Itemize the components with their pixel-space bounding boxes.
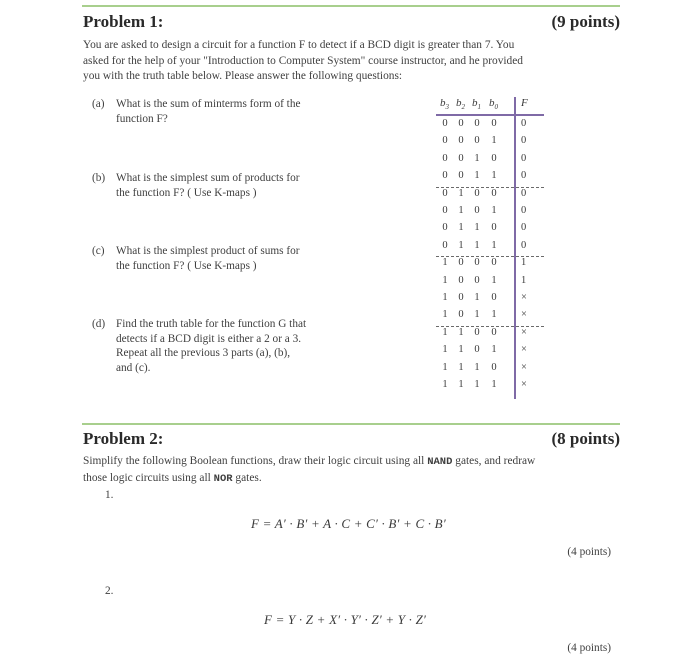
item-number: 2. [105, 585, 114, 597]
table-cell: 1 [458, 361, 464, 373]
nor-keyword: NOR [213, 472, 233, 485]
truth-table [436, 97, 546, 399]
table-cell-output: 0 [521, 152, 527, 164]
item-points: (4 points) [567, 642, 611, 654]
table-cell: 1 [491, 205, 497, 216]
table-cell: 0 [458, 135, 464, 147]
equation-2: F = Y · Z + X′ · Y′ · Z′ + Y · Z′ [264, 612, 427, 627]
table-cell: 0 [474, 187, 480, 199]
question-line: detects if a BCD digit is either a 2 or a 3. [116, 332, 302, 345]
table-cell: 1 [474, 379, 480, 390]
question-label: (b) [92, 172, 106, 184]
table-cell: 1 [474, 222, 480, 234]
equation-1: F = A′ · B′ + A · C + C′ · B′ + C · B′ [251, 516, 446, 531]
intro-text: gates, and redraw [452, 455, 536, 467]
table-header: $b_3$ [440, 97, 449, 112]
table-cell: 1 [458, 205, 464, 216]
table-cell: 0 [474, 135, 480, 147]
question-line: the function F? ( Use K-maps ) [116, 186, 257, 199]
table-header: $b_1$ [472, 97, 481, 112]
intro-line [83, 454, 628, 471]
table-cell: 1 [442, 344, 448, 356]
table-cell-output: 0 [521, 187, 527, 199]
question-b [92, 171, 392, 211]
table-cell: 0 [491, 326, 497, 338]
table-cell-output: × [521, 361, 527, 373]
table-cell: 0 [474, 257, 480, 269]
table-cell: 1 [491, 239, 497, 251]
table-cell: 1 [442, 292, 448, 303]
table-cell: 0 [491, 361, 497, 373]
problem1-intro [83, 38, 623, 85]
table-cell-output: × [521, 344, 527, 356]
table-cell: 1 [491, 379, 497, 390]
question-line: function F? [116, 112, 168, 125]
problem2-intro [83, 454, 628, 487]
question-label: (c) [92, 245, 105, 257]
table-header: $b_2$ [456, 97, 465, 112]
table-cell: 1 [474, 152, 480, 164]
question-a [92, 97, 392, 137]
table-cell: 0 [474, 118, 480, 129]
table-header: $b_0$ [489, 97, 498, 112]
table-cell: 1 [442, 309, 448, 321]
table-cell: 1 [442, 361, 448, 373]
table-cell: 0 [458, 274, 464, 286]
table-cell: 1 [491, 170, 497, 182]
question-line: and (c). [116, 361, 151, 374]
question-line: Repeat all the previous 3 parts (a), (b), [116, 347, 291, 360]
table-cell-output: 0 [521, 118, 527, 129]
table-cell: 0 [491, 152, 497, 164]
question-d [92, 317, 392, 387]
table-cell: 0 [442, 222, 448, 234]
problem1-title: Problem 1: [83, 12, 164, 31]
table-cell: 0 [442, 135, 448, 147]
table-cell: 0 [474, 344, 480, 356]
table-cell: 0 [474, 326, 480, 338]
table-header: F [521, 97, 528, 109]
table-cell: 1 [474, 309, 480, 321]
table-column-divider [514, 97, 516, 399]
table-cell: 0 [458, 292, 464, 303]
table-cell: 0 [458, 118, 464, 129]
table-cell: 0 [458, 170, 464, 182]
table-cell: 0 [458, 309, 464, 321]
table-cell: 1 [474, 239, 480, 251]
question-line: Find the truth table for the function G that [116, 318, 307, 330]
nand-keyword: NAND [427, 456, 453, 468]
table-cell-output: × [521, 379, 527, 390]
table-cell: 0 [491, 257, 497, 269]
table-cell: 0 [458, 257, 464, 269]
item-number: 1. [105, 489, 114, 501]
table-cell: 0 [442, 170, 448, 182]
intro-line: You are asked to design a circuit for a function F to detect if a BCD digit is greater than 7. You [83, 39, 515, 51]
table-cell: 0 [491, 187, 497, 199]
question-line: the function F? ( Use K-maps ) [116, 259, 257, 272]
table-cell-output: 0 [521, 239, 527, 251]
table-cell: 0 [491, 222, 497, 234]
table-cell: 1 [458, 239, 464, 251]
table-cell-output: 1 [521, 257, 527, 269]
table-cell: 1 [458, 379, 464, 390]
table-cell: 0 [442, 118, 448, 129]
table-cell: 1 [491, 135, 497, 147]
problem1-points: (9 points) [551, 12, 620, 31]
table-cell: 1 [491, 309, 497, 321]
question-label: (a) [92, 98, 105, 110]
question-line: What is the sum of minterms form of the [116, 98, 301, 110]
table-cell-output: × [521, 309, 527, 321]
table-cell: 1 [474, 170, 480, 182]
table-cell-output: 0 [521, 135, 527, 147]
table-cell: 0 [442, 187, 448, 199]
question-line: What is the simplest product of sums for [116, 245, 300, 257]
problem2-points: (8 points) [551, 429, 620, 448]
table-cell: 1 [442, 257, 448, 269]
table-cell: 1 [442, 326, 448, 338]
table-cell: 0 [458, 152, 464, 164]
table-cell: 1 [474, 292, 480, 303]
table-cell: 1 [491, 274, 497, 286]
intro-text: Simplify the following Boolean functions, draw their logic circuit using all [83, 455, 428, 467]
problem1-top-rule [82, 5, 620, 7]
table-cell-output: 1 [521, 274, 527, 286]
intro-text: gates. [232, 471, 262, 484]
table-cell: 0 [491, 118, 497, 129]
table-cell: 1 [458, 344, 464, 356]
intro-line [83, 471, 628, 488]
table-cell-output: × [521, 292, 527, 303]
intro-line: you with the truth table below. Please answer the following questions: [83, 70, 403, 83]
question-label: (d) [92, 318, 106, 330]
table-cell: 1 [458, 222, 464, 234]
table-cell: 1 [458, 187, 464, 199]
table-cell: 0 [491, 292, 497, 303]
table-cell: 1 [491, 344, 497, 356]
table-cell-output: 0 [521, 222, 527, 234]
table-cell: 1 [458, 326, 464, 338]
table-cell: 0 [474, 205, 480, 216]
item-points: (4 points) [567, 546, 611, 558]
table-header-rule [436, 114, 544, 116]
table-cell: 0 [474, 274, 480, 286]
table-cell-output: 0 [521, 170, 527, 182]
table-cell: 0 [442, 239, 448, 251]
table-cell: 0 [442, 205, 448, 216]
question-c [92, 244, 392, 284]
problem2-top-rule [82, 423, 620, 425]
table-cell-output: 0 [521, 205, 527, 216]
problem2-title: Problem 2: [83, 429, 164, 448]
intro-text: those logic circuits using all [83, 471, 214, 484]
table-cell: 1 [442, 379, 448, 390]
table-cell: 0 [442, 152, 448, 164]
table-cell: 1 [474, 361, 480, 373]
intro-line: asked for the help of your "Introduction to Computer System" course instructor, and he provided [83, 54, 524, 67]
question-line: What is the simplest sum of products for [116, 172, 300, 184]
table-cell: 1 [442, 274, 448, 286]
table-cell-output: × [521, 326, 527, 338]
